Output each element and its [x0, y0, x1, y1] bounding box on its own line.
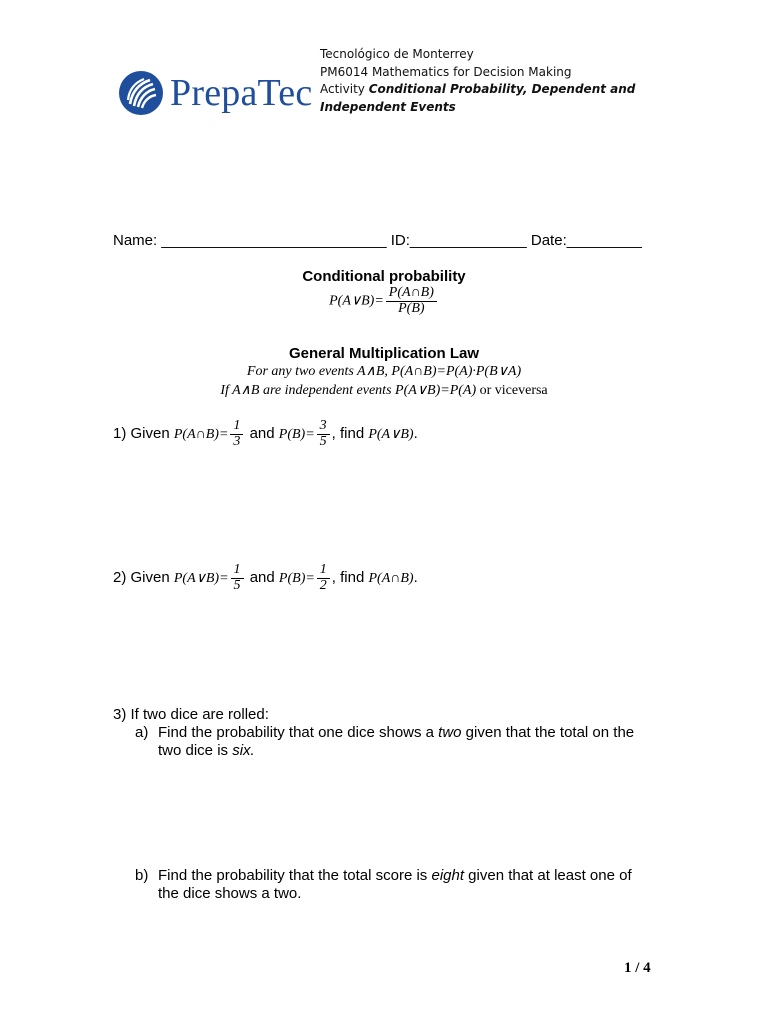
flame-emblem-icon: [118, 70, 164, 116]
multiplication-formula: For any two events A∧B, P(A∩B)=P(A)·P(B∨A): [246, 364, 522, 379]
question-3a: a) Find the probability that one dice shows a two given that the total on the two dice is six.: [135, 724, 635, 759]
institution-name: Tecnológico de Monterrey: [320, 47, 474, 61]
conditional-formula: P(A∨B)= $\frac{P(A\cap B)}{P(B)}$: [0, 286, 768, 316]
question-3b: b) Find the probability that the total score is eight given that at least one of the dice shows a two.: [135, 867, 632, 902]
independence-line: If A∧B are independent events P(A∨B)=P(A) or viceversa: [220, 383, 548, 398]
conditional-title: Conditional probability: [302, 268, 466, 285]
activity-title: Conditional Probability, Dependent and: [368, 82, 636, 96]
multiplication-title: General Multiplication Law: [288, 345, 480, 362]
activity-title-cont: Independent Events: [320, 99, 456, 114]
document-header: [320, 46, 635, 116]
logo-wordmark: PrepaTec: [170, 72, 313, 114]
prepatec-logo: [118, 70, 312, 116]
question-2: 2) Given P(A∨B)= $\frac{1}{5}$ and P(B)= $\frac{1}{2}$ , find P(A∩B).: [113, 562, 418, 593]
course-name: PM6014 Mathematics for Decision Making: [320, 64, 572, 79]
page-number: 1 / 4: [624, 960, 651, 976]
question-1: 1) Given P(A∩B)= $\frac{1}{3}$ and P(B)= $\frac{3}{5}$ , find P(A∨B).: [113, 418, 418, 449]
conditional-fraction: $\frac{P(A\cap B)}{P(B)}$: [386, 286, 437, 316]
student-info-line: Name: ___________________________ ID:______________ Date:_________: [113, 232, 642, 249]
activity-line: Activity Conditional Probability, Dependent and: [320, 82, 636, 96]
question-3-intro: 3) If two dice are rolled:: [113, 706, 269, 723]
